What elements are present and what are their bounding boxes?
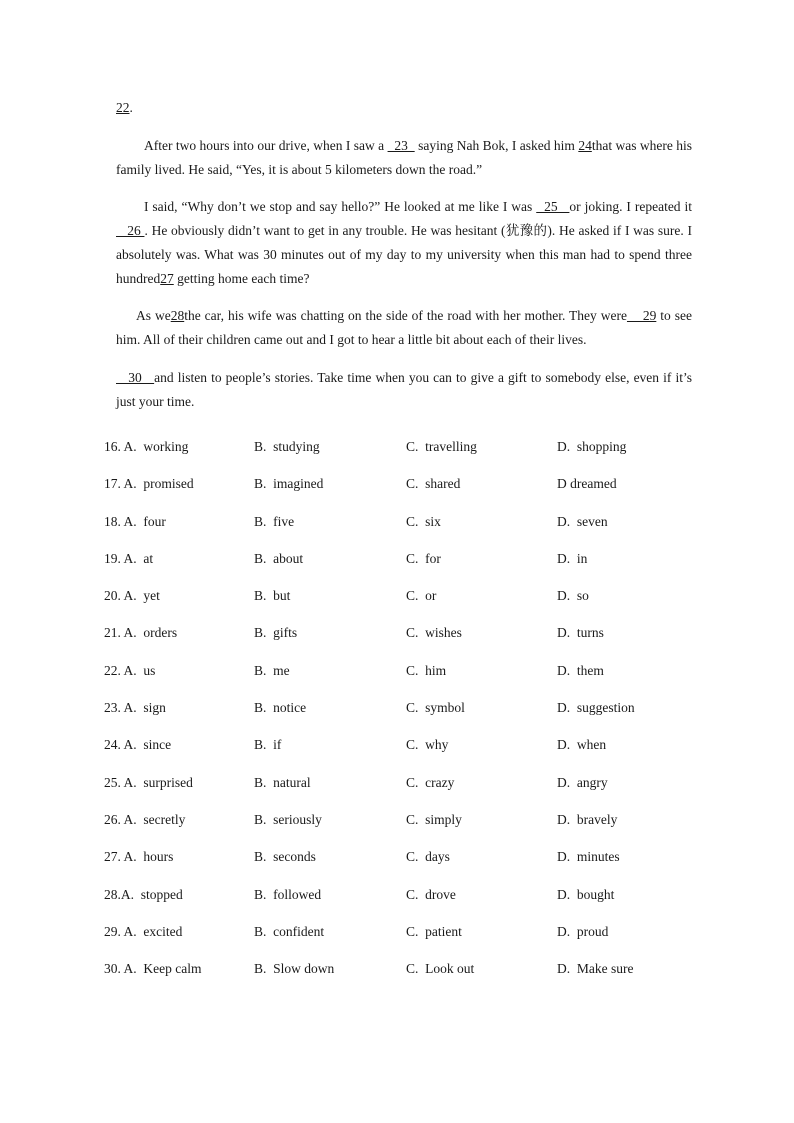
option-row <box>104 622 704 659</box>
blank-27: 27 <box>160 271 174 286</box>
blank-22: 22 <box>116 100 130 115</box>
option-row <box>104 846 704 883</box>
option-a: 24. A. since <box>104 737 172 753</box>
option-d: D. so <box>557 588 589 604</box>
option-c: C. or <box>406 588 437 604</box>
option-c: C. simply <box>406 811 462 827</box>
blank-23: 23 <box>387 138 415 153</box>
option-d: D. Make sure <box>557 961 634 977</box>
option-c: C. days <box>406 849 450 865</box>
option-d: D. proud <box>557 923 609 939</box>
option-c: C. travelling <box>406 439 477 454</box>
blank-29: 29 <box>626 308 657 323</box>
option-c: C. drove <box>406 886 456 902</box>
option-a: 29. A. excited <box>104 923 183 939</box>
option-b: B. me <box>254 662 290 678</box>
option-a: 22. A. us <box>104 662 156 678</box>
option-c: C. crazy <box>406 774 455 790</box>
option-a: 19. A. at <box>104 550 154 566</box>
blank-30: 30 <box>116 370 155 385</box>
p2-text-4: getting home each time? <box>173 271 310 286</box>
option-a: 25. A. surprised <box>104 774 193 790</box>
option-b: B. but <box>254 588 291 604</box>
option-row <box>104 809 704 846</box>
option-d: D dreamed <box>557 476 617 492</box>
option-a: 27. A. hours <box>104 849 174 865</box>
option-row <box>104 511 704 548</box>
p1-text-3: that was where his family lived. He said, “Yes, it is about 5 kilometers down the road.” <box>116 138 692 177</box>
option-c: C. six <box>406 513 441 529</box>
option-a: 30. A. Keep calm <box>104 961 202 977</box>
p3-text-1: As we <box>136 308 171 323</box>
p2-text-2: or joking. I repeated it <box>569 199 692 214</box>
options-table <box>104 436 704 995</box>
p2-text-3: . He obviously didn’t want to get in any trouble. He was hesitant (犹豫的). He asked if I was sure. I absolutely was. What was 30 minutes out of my day to my university when this man had to spend three hundred <box>116 223 693 286</box>
option-d: D. them <box>557 662 604 678</box>
option-b: B. gifts <box>254 625 298 641</box>
paragraph-2 <box>116 195 692 291</box>
p1-text-2: saying Nah Bok, I asked him <box>414 138 579 153</box>
option-row <box>104 884 704 921</box>
option-a: 18. A. four <box>104 513 166 529</box>
option-a: 20. A. yet <box>104 588 160 604</box>
option-d: D. minutes <box>557 849 620 865</box>
option-d: D. bought <box>557 886 615 902</box>
option-b: B. imagined <box>254 476 324 492</box>
option-c: C. shared <box>406 476 461 492</box>
option-row <box>104 548 704 585</box>
option-b: B. followed <box>254 886 322 902</box>
p1-text-1: After two hours into our drive, when I saw a <box>144 138 388 153</box>
option-row <box>104 958 704 995</box>
option-b: B. confident <box>254 923 325 939</box>
blank-22-line: 22. <box>116 100 133 115</box>
option-row <box>104 436 704 473</box>
option-b: B. seconds <box>254 849 316 865</box>
option-b: B. if <box>254 737 282 753</box>
option-row <box>104 734 704 771</box>
blank-28: 28 <box>170 308 185 323</box>
option-a: 26. A. secretly <box>104 811 186 827</box>
option-c: C. him <box>406 662 447 678</box>
p4-text-1: and listen to people’s stories. Take time when you can to give a gift to somebody else, even if it’s just your time. <box>116 370 693 409</box>
option-b: B. natural <box>254 774 311 790</box>
option-c: C. symbol <box>406 700 465 716</box>
paragraph-4 <box>116 366 692 414</box>
blank-26: 26 <box>116 223 145 238</box>
option-d: D. angry <box>557 774 608 790</box>
paragraph-3 <box>116 304 692 352</box>
option-row <box>104 585 704 622</box>
option-d: D. bravely <box>557 811 618 827</box>
option-row <box>104 697 704 734</box>
option-c: C. for <box>406 550 441 566</box>
option-row <box>104 473 704 510</box>
p3-text-3: to see him. All of their children came out and I got to hear a little bit about each of their lives. <box>116 308 692 347</box>
option-c: C. wishes <box>406 625 462 641</box>
option-d: D. suggestion <box>557 700 635 716</box>
p2-text-1: I said, “Why don’t we stop and say hello?” He looked at me like I was <box>144 199 537 214</box>
option-d: D. seven <box>557 513 608 529</box>
blank-24: 24 <box>578 138 592 153</box>
paragraph-1 <box>116 134 692 182</box>
option-b: B. Slow down <box>254 961 335 977</box>
option-d: D. in <box>557 550 588 566</box>
option-a: 16. A. working <box>104 439 189 454</box>
option-c: C. why <box>406 737 449 753</box>
option-row <box>104 921 704 958</box>
option-b: B. seriously <box>254 811 322 827</box>
p3-text-2: the car, his wife was chatting on the side of the road with her mother. They were <box>184 308 627 323</box>
option-d: D. shopping <box>557 439 627 454</box>
option-a: 23. A. sign <box>104 700 166 716</box>
option-b: B. about <box>254 550 304 566</box>
option-b: B. notice <box>254 700 307 716</box>
option-d: D. when <box>557 737 607 753</box>
option-a: 21. A. orders <box>104 625 178 641</box>
option-b: B. studying <box>254 439 320 454</box>
option-a: 28.A. stopped <box>104 886 183 902</box>
option-b: B. five <box>254 513 295 529</box>
option-d: D. turns <box>557 625 604 641</box>
option-row <box>104 660 704 697</box>
blank-25: 25 <box>536 199 570 214</box>
option-a: 17. A. promised <box>104 476 194 492</box>
option-c: C. patient <box>406 923 462 939</box>
option-row <box>104 772 704 809</box>
option-c: C. Look out <box>406 961 475 977</box>
